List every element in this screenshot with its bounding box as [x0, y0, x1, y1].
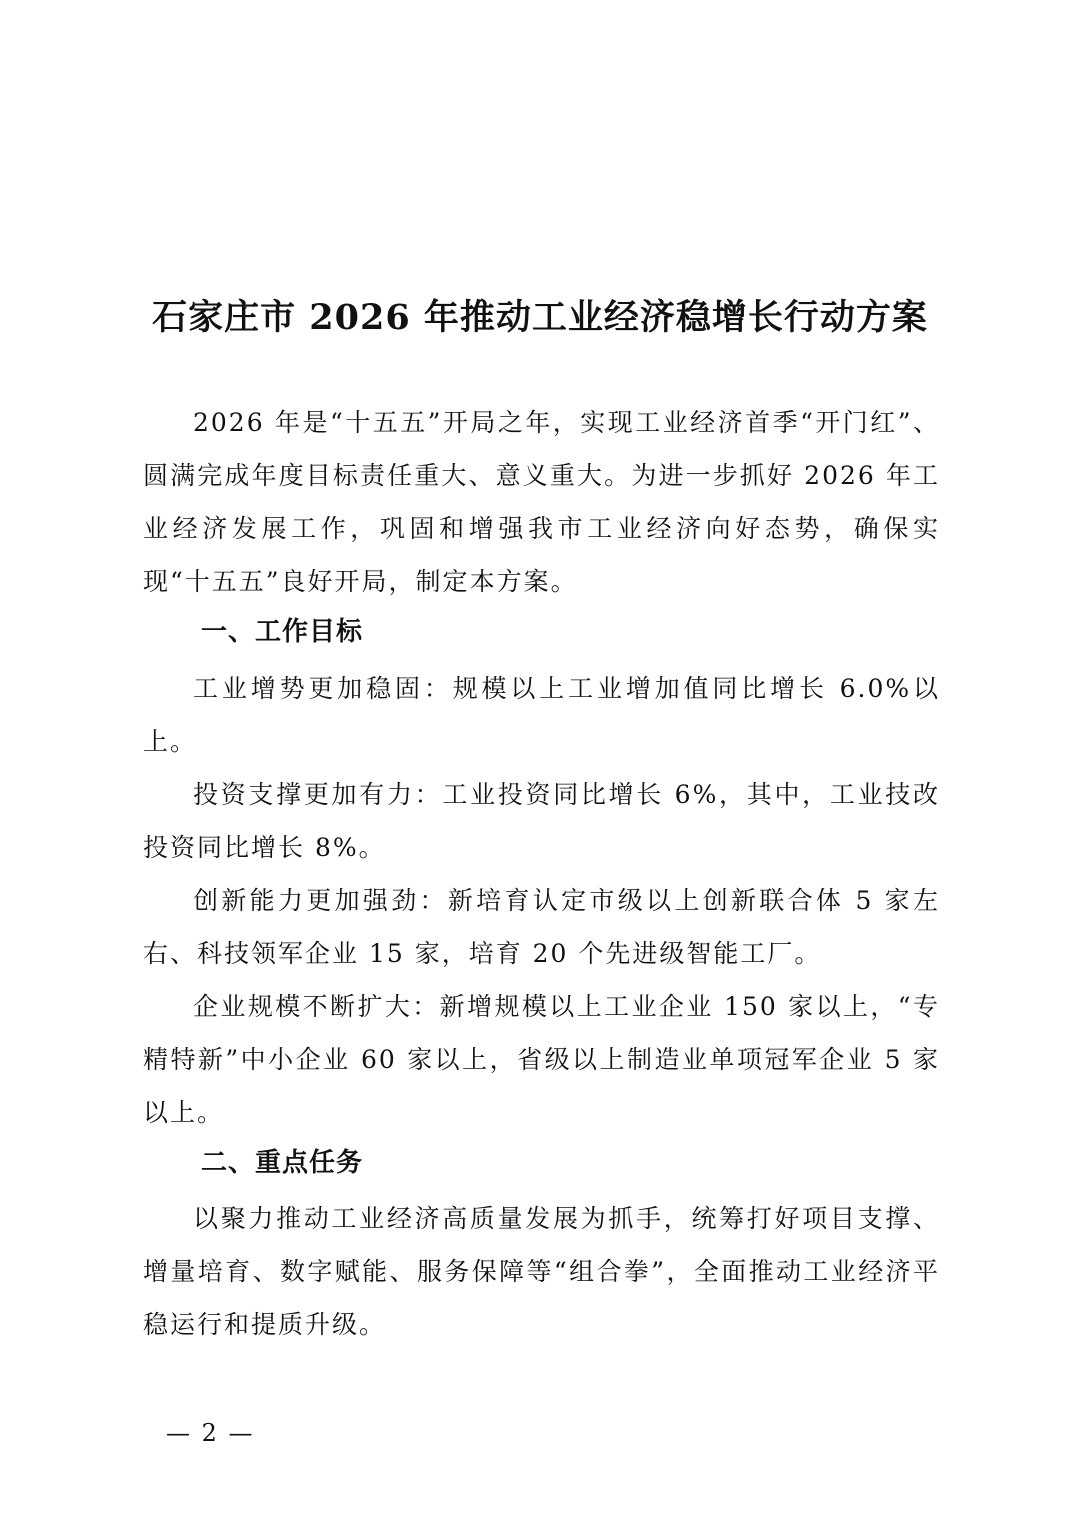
goal-industry-paragraph: 工业增势更加稳固：规模以上工业增加值同比增长 6.0%以上。 — [143, 674, 940, 756]
goal-innovation-paragraph: 创新能力更加强劲：新培育认定市级以上创新联合体 5 家左右、科技领军企业 15 家，培育 20 个先进级智能工厂。 — [143, 886, 940, 968]
goal-investment-paragraph: 投资支撑更加有力：工业投资同比增长 6%，其中，工业技改投资同比增长 8%。 — [143, 780, 940, 862]
section-heading-tasks: 二、重点任务 — [201, 1148, 364, 1178]
task-intro-paragraph: 以聚力推动工业经济高质量发展为抓手，统筹打好项目支撑、增量培育、数字赋能、服务保障等“组合拳”，全面推动工业经济平稳运行和提质升级。 — [143, 1204, 940, 1339]
intro-paragraph: 2026 年是“十五五”开局之年，实现工业经济首季“开门红”、圆满完成年度目标责任重大、意义重大。为进一步抓好 2026 年工业经济发展工作，巩固和增强我市工业经济向好态势，确保实现“十五五”良好开局，制定本方案。 — [143, 408, 940, 596]
section-heading-goals: 一、工作目标 — [201, 617, 364, 647]
goal-enterprise-paragraph: 企业规模不断扩大：新增规模以上工业企业 150 家以上，“专精特新”中小企业 60 家以上，省级以上制造业单项冠军企业 5 家以上。 — [143, 992, 940, 1127]
document-title: 石家庄市 2026 年推动工业经济稳增长行动方案 — [152, 297, 928, 338]
page-number: — 2 — — [166, 1419, 255, 1447]
